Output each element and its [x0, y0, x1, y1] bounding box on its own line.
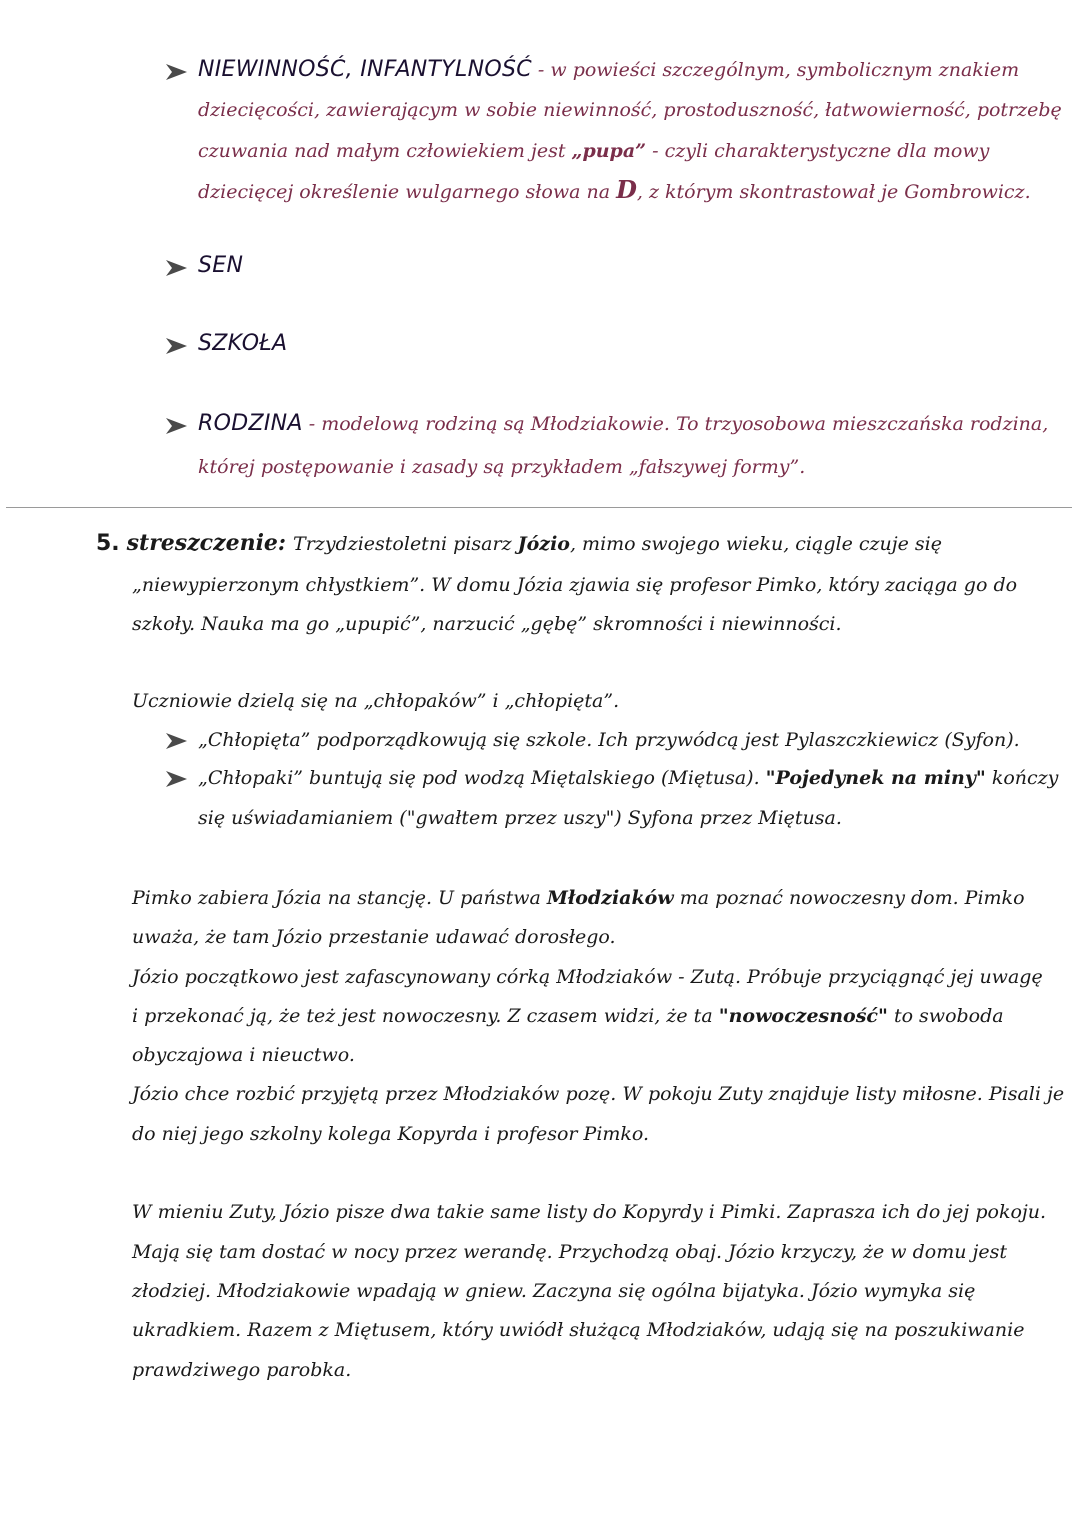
item-description: w powieści szczególnym, symbolicznym znakiem: [550, 59, 1020, 81]
bullet-chlopaki: „Chłopaki” buntują się pod wodzą Miętalskiego (Miętusa). "Pojedynek na miny" kończy: [198, 767, 1059, 789]
item-description-line: czuwania nad małym człowiekiem jest „pupa” - czyli charakterystyczne dla mowy: [198, 140, 990, 162]
bold-phrase: "Pojedynek na miny": [765, 767, 986, 789]
item-szkola: [198, 332, 287, 356]
item-term: NIEWINNOŚĆ, INFANTYLNOŚĆ: [198, 57, 532, 82]
section-number: 5.: [96, 531, 120, 556]
arrow-bullet-icon: [165, 731, 189, 751]
paragraph-line: prawdziwego parobka.: [132, 1359, 352, 1381]
paragraph-line: Uczniowie dzielą się na „chłopaków” i „chłopięta”.: [132, 690, 620, 712]
item-description-line: której postępowanie i zasady są przykładem „fałszywej formy”.: [198, 456, 806, 478]
bold-letter: D: [616, 175, 637, 204]
paragraph-line: Mają się tam dostać w nocy przez werandę. Przychodzą obaj. Józio krzyczy, że w domu jest: [132, 1241, 1008, 1263]
item-niewinnosc: NIEWINNOŚĆ, INFANTYLNOŚĆ - w powieści szczególnym, symbolicznym znakiem: [198, 57, 1020, 82]
item-term: SZKOŁA: [198, 331, 288, 356]
paragraph-line: i przekonać ją, że też jest nowoczesny. Z czasem widzi, że ta "nowoczesność" to swoboda: [132, 1005, 1004, 1027]
bold-phrase: "nowoczesność": [718, 1005, 888, 1027]
paragraph-line: szkoły. Nauka ma go „upupić”, narzucić „gębę” skromności i niewinności.: [132, 613, 842, 635]
paragraph-line: Józio chce rozbić przyjętą przez Młodziaków pozę. W pokoju Zuty znajduje listy miłosne. Pisali je: [132, 1083, 1065, 1105]
paragraph-line: uważa, że tam Józio przestanie udawać dorosłego.: [132, 926, 616, 948]
bullet-chlopieta: „Chłopięta” podporządkowują się szkole. Ich przywódcą jest Pylaszczkiewicz (Syfon).: [198, 729, 1020, 751]
section-title: streszczenie:: [126, 530, 287, 556]
paragraph-line: się uświadamianiem ("gwałtem przez uszy") Syfona przez Miętusa.: [198, 807, 842, 829]
arrow-bullet-icon: [165, 62, 189, 82]
section-5-heading: 5. streszczenie: Trzydziestoletni pisarz Józio, mimo swojego wieku, ciągle czuje się: [96, 530, 942, 556]
arrow-bullet-icon: [165, 416, 189, 436]
paragraph-line: „niewypierzonym chłystkiem”. W domu Józia zjawia się profesor Pimko, który zaciąga go do: [132, 574, 1018, 596]
arrow-bullet-icon: [165, 258, 189, 278]
item-description-line: dziecięcej określenie wulgarnego słowa na D, z którym skontrastował je Gombrowicz.: [198, 175, 1031, 204]
arrow-bullet-icon: [165, 336, 189, 356]
paragraph-line: do niej jego szkolny kolega Kopyrda i profesor Pimko.: [132, 1123, 650, 1145]
paragraph-line: W mieniu Zuty, Józio pisze dwa takie same listy do Kopyrdy i Pimki. Zaprasza ich do jej pokoju.: [132, 1201, 1047, 1223]
section-divider: [6, 507, 1072, 508]
bold-name: Józio: [517, 533, 570, 555]
item-description-line: dziecięcości, zawierającym w sobie niewinność, prostoduszność, łatwowierność, potrzebę: [198, 99, 1062, 121]
item-description: modelową rodziną są Młodziakowie. To trzyosobowa mieszczańska rodzina,: [321, 413, 1049, 435]
paragraph-line: Pimko zabiera Józia na stancję. U państwa Młodziaków ma poznać nowoczesny dom. Pimko: [132, 887, 1025, 909]
item-term: RODZINA: [198, 411, 303, 436]
item-term: SEN: [198, 253, 244, 278]
paragraph-line: Józio początkowo jest zafascynowany córką Młodziaków - Zutą. Próbuje przyciągnąć jej uwagę: [132, 966, 1043, 988]
item-sen: [198, 254, 243, 278]
bold-term: „pupa”: [571, 140, 647, 162]
paragraph-line: złodziej. Młodziakowie wpadają w gniew. Zaczyna się ogólna bijatyka. Józio wymyka się: [132, 1280, 976, 1302]
item-rodzina: RODZINA - modelową rodziną są Młodziakowie. To trzyosobowa mieszczańska rodzina,: [198, 411, 1049, 436]
arrow-bullet-icon: [165, 769, 189, 789]
paragraph-line: obyczajowa i nieuctwo.: [132, 1044, 355, 1066]
bold-name: Młodziaków: [546, 887, 674, 909]
paragraph-line: ukradkiem. Razem z Miętusem, który uwiódł służącą Młodziaków, udają się na poszukiwanie: [132, 1319, 1025, 1341]
